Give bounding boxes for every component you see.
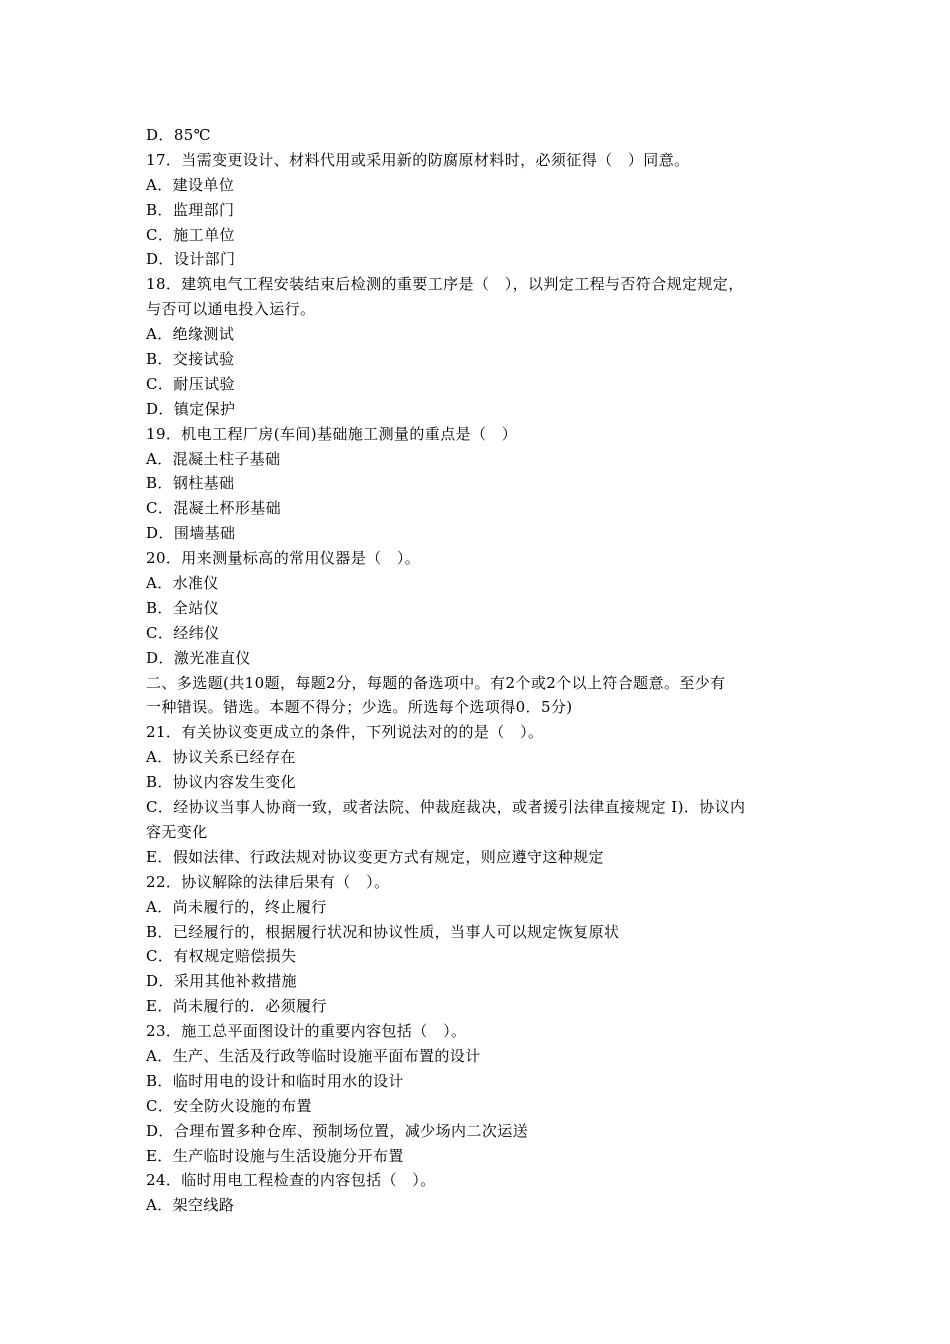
option-line: D．合理布置多种仓库、预制场位置，减少场内二次运送 [146, 1121, 529, 1140]
question-line: 22．协议解除的法律后果有（ ）。 [146, 872, 390, 891]
option-line: D．围墙基础 [146, 524, 236, 543]
question-line-continued: 与否可以通电投入运行。 [146, 300, 316, 319]
option-line: C．施工单位 [146, 225, 235, 244]
option-line: B．已经履行的，根据履行状况和协议性质，当事人可以规定恢复原状 [146, 922, 620, 941]
option-line: C．耐压试验 [146, 374, 235, 393]
option-line: B．钢柱基础 [146, 474, 235, 493]
option-line-continued: 容无变化 [146, 822, 208, 841]
option-line: A．架空线路 [146, 1196, 235, 1215]
option-line: D．采用其他补救措施 [146, 972, 298, 991]
question-line: 17．当需变更设计、材料代用或采用新的防腐原材料时，必须征得（ ）同意。 [146, 150, 690, 169]
option-line: B．临时用电的设计和临时用水的设计 [146, 1071, 404, 1090]
option-line: E．假如法律、行政法规对协议变更方式有规定，则应遵守这种规定 [146, 847, 604, 866]
document-page [146, 123, 826, 1218]
option-line: C．经纬仪 [146, 623, 220, 642]
option-line: B．交接试验 [146, 350, 235, 369]
section-heading-continued: 一种错误。错选。本题不得分；少选。所选每个选项得0．5分) [146, 698, 573, 717]
option-line: A．建设单位 [146, 175, 235, 194]
option-line: C．有权规定赔偿损失 [146, 947, 297, 966]
option-line: A．混凝土柱子基础 [146, 449, 281, 468]
option-line: E．生产临时设施与生活设施分开布置 [146, 1146, 404, 1165]
option-line: A．尚未履行的，终止履行 [146, 897, 327, 916]
option-line: B．协议内容发生变化 [146, 773, 297, 792]
option-line: D．镇定保护 [146, 399, 236, 418]
option-line: A．绝缘测试 [146, 325, 235, 344]
option-line: E．尚未履行的．必须履行 [146, 997, 327, 1016]
question-line: 20．用来测量标高的常用仪器是（ ）。 [146, 549, 421, 568]
question-line: 18．建筑电气工程安装结束后检测的重要工序是（ ），以判定工程与否符合规定规定， [146, 275, 744, 294]
option-line: D．设计部门 [146, 250, 236, 269]
question-line: 24．临时用电工程检查的内容包括（ ）。 [146, 1171, 436, 1190]
option-line: A．协议关系已经存在 [146, 748, 296, 767]
question-line: 21．有关协议变更成立的条件，下列说法对的的是（ ）。 [146, 723, 544, 742]
question-line: 19．机电工程厂房(车间)基础施工测量的重点是（ ） [146, 424, 518, 443]
section-heading: 二、多选题(共10题，每题2分，每题的备选项中。有2个或2个以上符合题意。至少有 [146, 673, 726, 692]
option-line: A．生产、生活及行政等临时设施平面布置的设计 [146, 1046, 481, 1065]
option-line: B．监理部门 [146, 200, 235, 219]
option-line: C．经协议当事人协商一致，或者法院、仲裁庭裁决，或者援引法律直接规定 I)．协议内 [146, 798, 746, 817]
option-line: B．全站仪 [146, 598, 220, 617]
option-line: A．水准仪 [146, 574, 219, 593]
option-line: C．安全防火设施的布置 [146, 1096, 312, 1115]
option-line: D．85℃ [146, 126, 211, 144]
question-line: 23．施工总平面图设计的重要内容包括（ ）。 [146, 1022, 467, 1041]
option-line: D．激光准直仪 [146, 648, 251, 667]
option-line: C．混凝土杯形基础 [146, 499, 282, 518]
